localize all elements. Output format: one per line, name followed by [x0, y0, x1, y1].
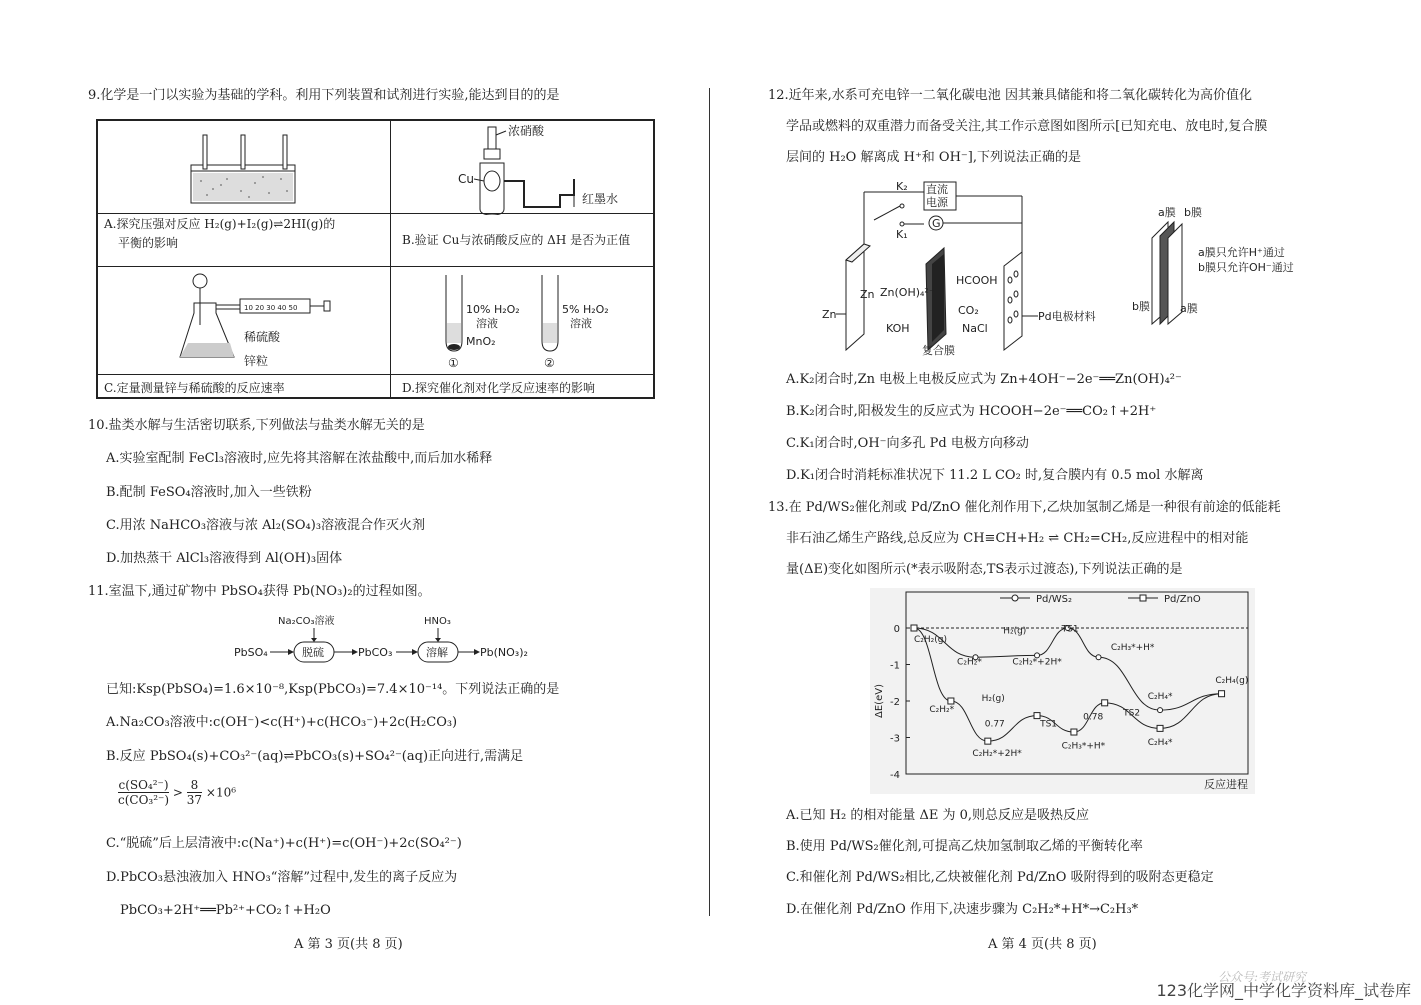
legend-marker	[1140, 595, 1146, 601]
q11-option-a: A.Na₂CO₃溶液中:c(OH⁻)<c(H⁺)+c(HCO₃⁻)+2c(H₂CO₃)	[106, 715, 458, 730]
chart-annotation: TS2	[1123, 708, 1141, 719]
svg-text:b膜: b膜	[1132, 300, 1150, 313]
svg-text:NaCl: NaCl	[962, 322, 988, 335]
chart-annotation: C₂H₂*+2H*	[1012, 657, 1062, 668]
x-axis-label: 反应进程	[1204, 778, 1248, 791]
svg-text:Zn: Zn	[860, 288, 875, 301]
y-tick-label: -2	[890, 697, 900, 708]
site-watermark: 123化学网_中学化学资料库_试卷库	[1156, 981, 1411, 1000]
q12-stem-line2: 学品或燃料的双重潜力而备受关注,其工作示意图如图所示[已知充电、放电时,复合膜	[786, 119, 1268, 134]
q13-option-b: B.使用 Pd/WS₂催化剂,可提高乙炔加氢制取乙烯的平衡转化率	[786, 839, 1143, 854]
q9-option-c: C.定量测量锌与稀硫酸的反应速率	[104, 381, 285, 395]
svg-text:PbCO₃: PbCO₃	[358, 646, 393, 659]
svg-text:a膜: a膜	[1158, 206, 1176, 219]
energy-profile-chart	[870, 588, 1255, 794]
right-page-footer: A 第 4 页(共 8 页)	[988, 937, 1097, 952]
q12-option-c: C.K₁闭合时,OH⁻向多孔 Pd 电极方向移动	[786, 436, 1029, 451]
pressure-apparatus-figure	[183, 129, 303, 209]
svg-text:a膜只允许H⁺通过: a膜只允许H⁺通过	[1198, 246, 1285, 259]
chart-annotation: C₂H₄*	[1147, 737, 1173, 748]
svg-text:Pb(NO₃)₂: Pb(NO₃)₂	[480, 646, 528, 659]
svg-text:复合膜: 复合膜	[922, 344, 955, 357]
svg-text:b膜只允许OH⁻通过: b膜只允许OH⁻通过	[1198, 261, 1294, 274]
left-page-footer: A 第 3 页(共 8 页)	[294, 937, 403, 952]
q12-stem-line1: 12.近年来,水系可充电锌一二氧化碳电池 因其兼具储能和将二氧化碳转化为高价值化	[768, 88, 1252, 103]
q9-options-table	[96, 119, 655, 399]
faint-watermark-mark: 公众号:考试研究	[1218, 970, 1307, 984]
svg-text:溶解: 溶解	[426, 646, 448, 659]
red-ink-label: 红墨水	[582, 192, 619, 206]
data-point	[985, 738, 991, 744]
q13-option-a: A.已知 H₂ 的相对能量 ΔE 为 0,则总反应是吸热反应	[786, 808, 1090, 823]
y-tick-label: -1	[890, 660, 900, 672]
catalyst-test-tubes-figure	[438, 271, 638, 371]
chart-annotation: C₂H₂*+2H*	[972, 748, 1022, 759]
svg-text:K₂: K₂	[896, 180, 908, 193]
zinc-granule-label: 锌粒	[244, 354, 269, 368]
tube1-concentration: 10% H₂O₂	[466, 303, 520, 316]
q13-stem-line1: 13.在 Pd/WS₂催化剂或 Pd/ZnO 催化剂作用下,乙炔加氢制乙烯是一种很有前途的低能耗	[768, 500, 1281, 515]
q13-stem-line2: 非石油乙烯生产路线,总反应为 CH≡CH+H₂ ⇌ CH₂=CH₂,反应进程中的相对能	[786, 531, 1249, 546]
tube2-concentration: 5% H₂O₂	[562, 303, 609, 316]
svg-text:Zn(OH)₄²⁻: Zn(OH)₄²⁻	[880, 286, 935, 299]
cu-label: Cu	[458, 172, 474, 186]
data-point	[1157, 725, 1163, 731]
tube1-solution: 溶液	[476, 317, 498, 330]
q10-option-b: B.配制 FeSO₄溶液时,加入一些铁粉	[106, 485, 312, 500]
q12-option-a: A.K₂闭合时,Zn 电极上电极反应式为 Zn+4OH⁻−2e⁻══Zn(OH)₄²⁻	[786, 372, 1182, 387]
chart-annotation: H₂(g)	[1003, 626, 1027, 637]
q11-option-d-equation: PbCO₃+2H⁺══Pb²⁺+CO₂↑+H₂O	[120, 903, 331, 918]
q10-option-d: D.加热蒸干 AlCl₃溶液得到 Al(OH)₃固体	[106, 551, 343, 566]
q11-option-c: C.“脱硫”后上层清液中:c(Na⁺)+c(H⁺)=c(OH⁻)+2c(SO₄²⁻)	[106, 836, 462, 851]
svg-text:HCOOH: HCOOH	[956, 274, 998, 287]
chart-annotation: C₂H₃*+H*	[1110, 642, 1155, 653]
q13-stem-line3: 量(ΔE)变化如图所示(*表示吸附态,TS表示过渡态),下列说法正确的是	[786, 562, 1183, 577]
legend-marker	[1012, 595, 1018, 601]
legend-label: Pd/ZnO	[1164, 594, 1201, 605]
svg-text:PbSO₄: PbSO₄	[234, 646, 268, 659]
syringe-scale: 10 20 30 40 50	[244, 304, 298, 312]
data-point	[1158, 708, 1163, 713]
q12-stem-line3: 层间的 H₂O 解离成 H⁺和 OH⁻],下列说法正确的是	[786, 150, 1081, 165]
tube2-solution: 溶液	[570, 317, 592, 330]
q9-option-a: A.探究压强对反应 H₂(g)+I₂(g)⇌2HI(g)的 平衡的影响	[104, 217, 336, 250]
chart-annotation: C₂H₄*	[1147, 692, 1173, 703]
data-point	[1096, 655, 1101, 660]
svg-text:Na₂CO₃溶液: Na₂CO₃溶液	[278, 616, 335, 627]
y-tick-label: -3	[890, 733, 900, 745]
y-tick-label: 0	[893, 624, 900, 635]
zinc-co2-battery-figure	[812, 176, 1322, 362]
column-divider	[709, 88, 710, 916]
data-point	[911, 625, 917, 631]
svg-text:直流: 直流	[926, 183, 948, 196]
chart-background	[870, 588, 1255, 794]
q10-stem: 10.盐类水解与生活密切联系,下列做法与盐类水解无关的是	[88, 418, 425, 433]
svg-text:a膜: a膜	[1180, 302, 1198, 315]
data-point	[948, 698, 954, 704]
q10-option-a: A.实验室配制 FeCl₃溶液时,应先将其溶解在浓盐酸中,而后加水稀释	[106, 451, 493, 466]
svg-text:b膜: b膜	[1184, 206, 1202, 219]
q13-option-c: C.和催化剂 Pd/WS₂相比,乙炔被催化剂 Pd/ZnO 吸附得到的吸附态更稳定	[786, 870, 1214, 885]
q9-option-b: B.验证 Cu与浓硝酸反应的 ΔH 是否为正值	[402, 233, 631, 247]
svg-text:脱硫: 脱硫	[302, 646, 324, 659]
tube2-number: ②	[544, 356, 555, 370]
svg-text:HNO₃: HNO₃	[424, 616, 451, 627]
svg-text:Pd电极材料: Pd电极材料	[1038, 310, 1096, 323]
data-point	[1034, 713, 1040, 719]
cu-nitric-acid-apparatus-figure	[450, 123, 640, 215]
q9-stem: 9.化学是一门以实验为基础的学科。利用下列装置和试剂进行实验,能达到目的的是	[88, 88, 560, 103]
svg-text:CO₂: CO₂	[958, 304, 979, 317]
q13-option-d: D.在催化剂 Pd/ZnO 作用下,决速步骤为 C₂H₂*+H*→C₂H₃*	[786, 902, 1139, 917]
chart-annotation: 0.77	[984, 719, 1005, 730]
q11-flow-diagram	[228, 612, 538, 668]
q11-known: 已知:Ksp(PbSO₄)=1.6×10⁻⁸,Ksp(PbCO₃)=7.4×10⁻¹⁴。下列说法正确的是	[106, 682, 560, 697]
svg-text:Zn: Zn	[822, 308, 837, 321]
tube1-number: ①	[448, 356, 459, 370]
y-axis-label: ΔE(eV)	[874, 684, 885, 718]
q12-option-d: D.K₁闭合时消耗标准状况下 11.2 L CO₂ 时,复合膜内有 0.5 mol 水解离	[786, 468, 1204, 483]
chart-annotation: C₂H₄(g)	[1215, 675, 1249, 686]
nitric-acid-label: 浓硝酸	[508, 124, 545, 138]
chart-annotation: H₂(g)	[981, 694, 1005, 704]
y-tick-label: -4	[890, 770, 900, 781]
chart-annotation: TS1	[1040, 719, 1058, 730]
chart-annotation: TS1	[1061, 624, 1079, 635]
chart-annotation: C₂H₂*	[957, 657, 982, 668]
zinc-acid-syringe-figure	[174, 269, 374, 369]
data-point	[1102, 700, 1108, 706]
dilute-sulfuric-acid-label: 稀硫酸	[244, 330, 281, 344]
svg-text:KOH: KOH	[886, 322, 910, 335]
q11-option-d: D.PbCO₃悬浊液加入 HNO₃“溶解”过程中,发生的离子反应为	[106, 870, 458, 885]
svg-text:K₁: K₁	[896, 228, 908, 241]
svg-text:电源: 电源	[926, 196, 948, 209]
q9-option-d: D.探究催化剂对化学反应速率的影响	[402, 381, 596, 395]
q12-option-b: B.K₂闭合时,阳极发生的反应式为 HCOOH−2e⁻══CO₂↑+2H⁺	[786, 404, 1157, 419]
data-point	[1071, 729, 1077, 735]
q10-option-c: C.用浓 NaHCO₃溶液与浓 Al₂(SO₄)₃溶液混合作灭火剂	[106, 518, 426, 533]
mno2-label: MnO₂	[466, 335, 496, 348]
legend-label: Pd/WS₂	[1036, 594, 1072, 605]
data-point	[1219, 691, 1225, 697]
chart-annotation: C₂H₂(g)	[914, 635, 948, 645]
q11-option-b: B.反应 PbSO₄(s)+CO₃²⁻(aq)⇌PbCO₃(s)+SO₄²⁻(aq)正向进行,需满足	[106, 749, 524, 764]
chart-annotation: C₂H₃*+H*	[1061, 741, 1106, 752]
q11-stem: 11.室温下,通过矿物中 PbSO₄获得 Pb(NO₃)₂的过程如图。	[88, 584, 431, 599]
q11-fraction: $\frac{\text{c(SO₄²⁻)}}{\text{c(CO₃²⁻)}}$ > $\frac{8}{37}$ ×10⁶	[118, 778, 237, 807]
chart-annotation: C₂H₂*	[929, 704, 955, 715]
svg-text:G: G	[932, 217, 941, 230]
chart-annotation: 0.78	[1083, 712, 1104, 723]
